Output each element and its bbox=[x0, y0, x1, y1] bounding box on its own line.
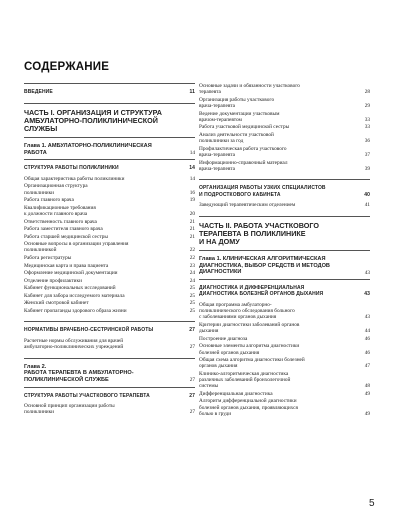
toc-entry bbox=[24, 226, 195, 232]
page-ref: 20 bbox=[189, 211, 195, 218]
toc-entry-intro: ВВЕДЕНИЕ 11 bbox=[24, 89, 195, 95]
toc-entry bbox=[24, 285, 195, 291]
toc-entry bbox=[24, 197, 195, 203]
section-heading: ОРГАНИЗАЦИЯ РАБОТЫ УЗКИХ СПЕЦИАЛИСТОВ И ПОДРОСТКОВОГО КАБИНЕТА 40 bbox=[199, 185, 370, 198]
toc-entry bbox=[199, 357, 370, 370]
toc-entry bbox=[24, 338, 195, 351]
section-heading: СТРУКТУРА РАБОТЫ ПОЛИКЛИНИКИ 14 bbox=[24, 165, 195, 172]
page-ref: 43 bbox=[364, 291, 370, 298]
page-ref: 14 bbox=[189, 165, 195, 172]
toc-entry-title: Организационная структура поликлиники bbox=[24, 183, 88, 196]
toc-entry bbox=[199, 202, 370, 208]
toc-entry bbox=[24, 308, 195, 314]
toc-entry bbox=[24, 270, 195, 276]
toc-left-column bbox=[24, 83, 195, 417]
toc-entry-title: Основной принцип организации работы поликлиники bbox=[24, 403, 115, 416]
toc-entry-title: Заведующий терапевтическим отделением bbox=[199, 202, 296, 209]
page-ref: 14 bbox=[189, 150, 195, 157]
chapter-heading: Глава 1. КЛИНИЧЕСКАЯ АЛГОРИТМИЧЕСКАЯ ДИАГНОСТИКА, ВЫБОР СРЕДСТВ И МЕТОДОВ ДИАГНОСТИКИ 43 bbox=[199, 256, 370, 276]
page-ref: 25 bbox=[189, 307, 195, 314]
toc-entry-title: Критерии диагностики заболеваний органов дыхания bbox=[199, 321, 300, 335]
page-ref: 24 bbox=[189, 277, 195, 284]
divider bbox=[199, 279, 370, 280]
page-title: СОДЕРЖАНИЕ bbox=[24, 61, 110, 73]
page-ref: 19 bbox=[189, 197, 195, 204]
toc-entry-title: Оформление медицинской документации bbox=[24, 270, 118, 277]
toc-entry-title: Информационно-справочный материал врача-терапевта bbox=[199, 159, 288, 172]
divider bbox=[24, 103, 195, 104]
page-ref: 21 bbox=[189, 226, 195, 233]
toc-entry-title: Работа старшей медицинской сестры bbox=[24, 233, 108, 240]
toc-entry bbox=[199, 336, 370, 342]
toc-entry-title: Женский смотровой кабинет bbox=[24, 300, 89, 307]
toc-right-column bbox=[199, 83, 370, 418]
page-ref: 33 bbox=[364, 124, 370, 131]
divider bbox=[24, 321, 195, 322]
page-ref: 16 bbox=[189, 189, 195, 196]
toc-entry bbox=[199, 124, 370, 130]
toc-entry bbox=[24, 300, 195, 306]
part-heading: ЧАСТЬ I. ОРГАНИЗАЦИЯ И СТРУКТУРА АМБУЛАТОРНО-ПОЛИКЛИНИЧЕСКОЙ СЛУЖБЫ bbox=[24, 107, 162, 133]
page-ref: 44 bbox=[364, 328, 370, 335]
toc-entry bbox=[24, 219, 195, 225]
page-ref: 22 bbox=[189, 247, 195, 254]
toc-entry-title: Алгоритм дифференциальной диагностики болезней органов дыхания, проявляющихся болью в груди bbox=[199, 398, 298, 417]
toc-entry bbox=[24, 205, 195, 218]
page-ref: 27 bbox=[189, 377, 195, 384]
divider bbox=[199, 250, 370, 251]
toc-entry bbox=[199, 111, 370, 124]
page-ref: 41 bbox=[364, 202, 370, 209]
page-ref: 37 bbox=[364, 151, 370, 158]
page-ref: 27 bbox=[189, 392, 195, 399]
toc-entry-title: Основные задачи и обязанности участкового терапевта bbox=[199, 83, 300, 96]
toc-entry-title: Общая характеристика работы поликлиники bbox=[24, 175, 125, 182]
toc-entry-title: Основные элементы алгоритма диагностики болезней органов дыхания bbox=[199, 343, 300, 356]
toc-entry-title: Организация работы участкового врача-терапевта bbox=[199, 96, 275, 110]
toc-entry bbox=[24, 176, 195, 182]
toc-entry bbox=[199, 146, 370, 159]
toc-entry-title: Кабинет пропаганды здорового образа жизни bbox=[24, 307, 127, 314]
toc-entry-title: Профилактическая работа участкового врача-терапевта bbox=[199, 145, 287, 158]
toc-entry-title: Квалификационные требования к должности главного врача bbox=[24, 204, 96, 218]
toc-entry-title: Ответственность главного врача bbox=[24, 218, 97, 225]
section-heading: ДИАГНОСТИКА И ДИФФЕРЕНЦИАЛЬНАЯ ДИАГНОСТИКА БОЛЕЗНЕЙ ОРГАНОВ ДЫХАНИЯ 43 bbox=[199, 285, 370, 298]
divider bbox=[199, 216, 370, 217]
toc-entry bbox=[24, 183, 195, 196]
page-ref: 24 bbox=[189, 270, 195, 277]
page-ref: 14 bbox=[189, 175, 195, 182]
divider bbox=[24, 83, 195, 84]
divider bbox=[24, 387, 195, 388]
toc-entry bbox=[199, 391, 370, 397]
page-ref: 27 bbox=[189, 344, 195, 351]
toc-entry bbox=[199, 132, 370, 145]
divider bbox=[24, 159, 195, 160]
page-ref: 28 bbox=[364, 89, 370, 96]
divider bbox=[24, 358, 195, 359]
toc-entry-title: Дифференциальная диагностика bbox=[199, 390, 273, 397]
toc-entry bbox=[24, 255, 195, 261]
toc-entry bbox=[199, 160, 370, 173]
page-ref: 43 bbox=[364, 269, 370, 276]
page-ref: 25 bbox=[189, 285, 195, 292]
toc-entry bbox=[24, 293, 195, 299]
page-number: 5 bbox=[369, 498, 375, 509]
page-ref: 48 bbox=[364, 383, 370, 390]
toc-entry bbox=[199, 398, 370, 417]
toc-entry-title: Общая программа амбулаторно- поликлинического обследования больного с заболеваниями органов дыхания bbox=[199, 301, 295, 321]
divider bbox=[199, 179, 370, 180]
toc-entry bbox=[24, 263, 195, 269]
page-ref: 47 bbox=[364, 363, 370, 370]
toc-entry-title: Построение диагноза bbox=[199, 335, 248, 342]
divider bbox=[24, 137, 195, 138]
toc-entry-title: Анализ деятельности участковой поликлиники за год bbox=[199, 131, 274, 145]
page-ref: 49 bbox=[364, 410, 370, 417]
toc-entry-title: Основные вопросы в организации управления поликлиникой bbox=[24, 241, 129, 254]
toc-entry-title: Отделение профилактики bbox=[24, 277, 82, 284]
toc-entry bbox=[199, 97, 370, 110]
toc-entry-title: Работа заместителя главного врача bbox=[24, 226, 103, 233]
toc-entry bbox=[24, 278, 195, 284]
page-ref: 21 bbox=[189, 218, 195, 225]
page-ref: 33 bbox=[364, 116, 370, 123]
page-ref: 25 bbox=[189, 292, 195, 299]
section-heading: НОРМАТИВЫ ВРАЧЕБНО-СЕСТРИНСКОЙ РАБОТЫ 27 bbox=[24, 327, 195, 334]
page-ref: 29 bbox=[364, 103, 370, 110]
toc-entry bbox=[199, 343, 370, 356]
part-heading: ЧАСТЬ II. РАБОТА УЧАСТКОВОГО ТЕРАПЕВТА В ПОЛИКЛИНИКЕ И НА ДОМУ bbox=[199, 220, 319, 247]
toc-entry bbox=[24, 234, 195, 240]
toc-entry-title: Кабинет для забора исследуемого материала bbox=[24, 292, 125, 299]
toc-entry-title: Работа участковой медицинской сестры bbox=[199, 124, 290, 131]
toc-entry bbox=[199, 83, 370, 96]
page-ref: 27 bbox=[189, 409, 195, 416]
toc-entry-title: Кабинет функциональных исследований bbox=[24, 285, 116, 292]
page-ref: 25 bbox=[189, 300, 195, 307]
toc-entry-title: Работа главного врача bbox=[24, 197, 74, 204]
page-ref: 49 bbox=[364, 390, 370, 397]
page-ref: 36 bbox=[364, 138, 370, 145]
toc-entry-title: Медицинская карта и права пациента bbox=[24, 262, 109, 269]
page-ref: 43 bbox=[364, 314, 370, 321]
toc-entry-title: Ведение документации участковым врачом-терапевтом bbox=[199, 110, 280, 123]
toc-entry bbox=[199, 371, 370, 390]
page-ref: 27 bbox=[189, 327, 195, 334]
toc-entry bbox=[24, 403, 195, 416]
page-ref: 46 bbox=[364, 349, 370, 356]
page-ref: 39 bbox=[364, 165, 370, 172]
toc-entry bbox=[199, 302, 370, 321]
page-ref: 46 bbox=[364, 335, 370, 342]
chapter-heading: Глава 1. АМБУЛАТОРНО-ПОЛИКЛИНИЧЕСКАЯ РАБОТА 14 bbox=[24, 143, 195, 157]
toc-entry-title: Расчетные нормы обслуживания для врачей амбулаторно-поликлинических учреждений bbox=[24, 337, 124, 351]
page-ref: 22 bbox=[189, 255, 195, 262]
page-ref: 21 bbox=[189, 233, 195, 240]
page-ref: 23 bbox=[189, 262, 195, 269]
chapter-heading: Глава 2. РАБОТА ТЕРАПЕВТА В АМБУЛАТОРНО- ПОЛИКЛИНИЧЕСКОЙ СЛУЖБЕ 27 bbox=[24, 363, 195, 384]
toc-entry-title: Клинико-алгоритмическая диагностика различных заболеваний бронхолегочной системы bbox=[199, 370, 291, 390]
toc-entry-title: Работа регистратуры bbox=[24, 255, 72, 262]
toc-entry bbox=[199, 322, 370, 335]
toc-entry bbox=[24, 241, 195, 254]
section-heading: СТРУКТУРА РАБОТЫ УЧАСТКОВОГО ТЕРАПЕВТА 27 bbox=[24, 392, 195, 399]
page-ref: 40 bbox=[364, 191, 370, 198]
page-ref: 11 bbox=[189, 89, 195, 95]
toc-entry-title: Общая схема алгоритма диагностики болезней органов дыхания bbox=[199, 357, 305, 370]
